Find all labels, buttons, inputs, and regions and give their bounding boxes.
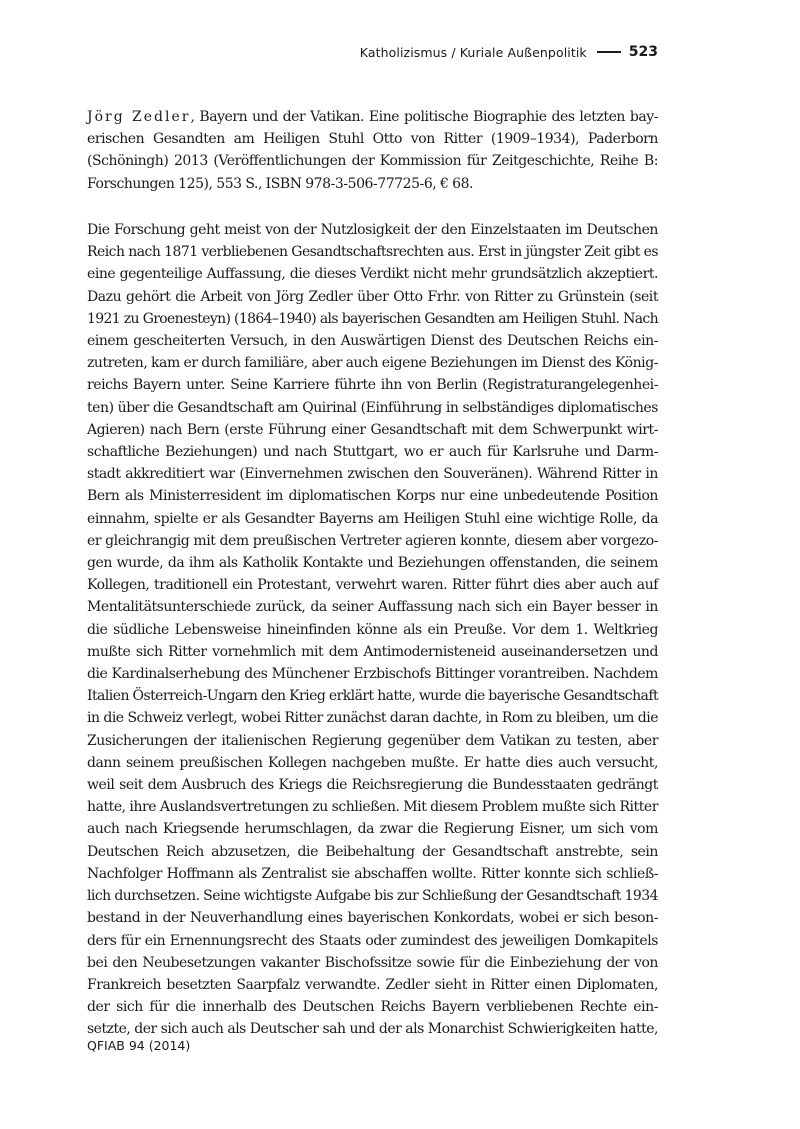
review-line: eine gegenteilige Auffassung, die dieses Verdikt nicht mehr grundsätzlich akzeptiert. — [87, 266, 658, 283]
review-line: gen wurde, da ihm als Katholik Kontakte und Beziehungen offenstanden, die seinem — [87, 555, 658, 572]
review-line: Dazu gehört die Arbeit von Jörg Zedler über Otto Frhr. von Ritter zu Grünstein (seit — [87, 288, 658, 305]
review-line: auch nach Kriegsende herumschlagen, da zwar die Regierung Eisner, um sich vom — [87, 821, 658, 838]
running-head — [360, 44, 658, 60]
citation-author: Jörg Zedler — [87, 109, 191, 125]
citation-line: Forschungen 125), 553 S., ISBN 978-3-506-77725-6, € 68. — [87, 175, 474, 192]
review-line: einnahm, spielte er als Gesandter Bayerns am Heiligen Stuhl eine wichtige Rolle, da — [87, 510, 658, 527]
citation-line-text: , Bayern und der Vatikan. Eine politische Biographie des letzten bay- — [190, 109, 659, 125]
running-head-rule — [597, 51, 621, 54]
review-line: die südliche Lebensweise hineinfinden könne als ein Preuße. Vor dem 1. Weltkrieg — [87, 621, 658, 638]
review-line: bestand in der Neuverhandlung eines bayerischen Konkordats, wobei er sich beson- — [87, 910, 658, 927]
review-line: bei den Neubesetzungen vakanter Bischofssitze sowie für die Einbeziehung der von — [87, 954, 658, 971]
review-line: Agieren) nach Bern (erste Führung einer Gesandtschaft mit dem Schwerpunkt wirt- — [87, 421, 658, 438]
review-line: Italien Österreich-Ungarn den Krieg erklärt hatte, wurde die bayerische Gesandtschaft — [87, 688, 659, 705]
review-text — [87, 219, 658, 1041]
book-citation — [87, 106, 658, 195]
review-line: Frankreich besetzten Saarpfalz verwandte. Zedler sieht in Ritter einen Diplomaten, — [87, 976, 658, 993]
review-line: ders für ein Ernennungsrecht des Staats oder zumindest des jeweiligen Domkapitels — [87, 932, 658, 949]
review-line: Deutschen Reich abzusetzen, die Beibehaltung der Gesandtschaft anstrebte, sein — [87, 843, 658, 860]
citation-line — [87, 106, 658, 128]
review-line: zutreten, kam er durch familiäre, aber auch eigene Beziehungen im Dienst des König- — [87, 355, 658, 372]
review-line: ten) über die Gesandtschaft am Quirinal (Einführung in selbständiges diplomatisches — [87, 399, 658, 416]
review-line: setzte, der sich auch als Deutscher sah und der als Monarchist Schwierigkeiten hatte, — [87, 1021, 658, 1038]
review-line: schaftliche Beziehungen) und nach Stuttgart, wo er auch für Karlsruhe und Darm- — [87, 444, 658, 461]
citation-line: (Schöningh) 2013 (Veröffentlichungen der Kommission für Zeitgeschichte, Reihe B: — [87, 153, 658, 170]
review-line: Die Forschung geht meist von der Nutzlosigkeit der den Einzelstaaten im Deutschen — [87, 222, 658, 238]
review-line: dann seinem preußischen Kollegen nachgeben mußte. Er hatte dies auch versucht, — [87, 754, 658, 771]
review-line: Bern als Ministerresident im diplomatischen Korps nur eine unbedeutende Position — [87, 488, 658, 505]
review-line: der sich für die innerhalb des Deutschen Reichs Bayern verbliebenen Rechte ein- — [87, 999, 658, 1016]
review-line: lich durchsetzen. Seine wichtigste Aufgabe bis zur Schließung der Gesandtschaft 1934 — [87, 888, 658, 905]
review-line: reichs Bayern unter. Seine Karriere führte ihn von Berlin (Registraturangelegenhei- — [87, 377, 658, 394]
citation-line: erischen Gesandten am Heiligen Stuhl Otto von Ritter (1909–1934), Paderborn — [87, 131, 658, 148]
page-number: 523 — [628, 44, 658, 60]
review-line: die Kardinalserhebung des Münchener Erzbischofs Bittinger vorantreiben. Nachdem — [87, 666, 658, 683]
review-line: Kollegen, traditionell ein Protestant, verwehrt waren. Ritter führt dies aber auch auf — [87, 577, 658, 594]
journal-footer: QFIAB 94 (2014) — [87, 1038, 191, 1053]
review-line: einem gescheiterten Versuch, in den Auswärtigen Dienst des Deutschen Reichs ein- — [87, 333, 658, 350]
review-line: er gleichrangig mit dem preußischen Vertreter agieren konnte, diesem aber vorgezo- — [87, 532, 658, 549]
review-line: Mentalitätsunterschiede zurück, da seiner Auffassung nach sich ein Bayer besser in — [87, 599, 658, 616]
review-line: 1921 zu Groenesteyn) (1864–1940) als bayerischen Gesandten am Heiligen Stuhl. Nach — [87, 310, 658, 327]
running-head-section: Katholizismus / Kuriale Außenpolitik — [359, 44, 587, 60]
review-line: weil seit dem Ausbruch des Kriegs die Reichsregierung die Bundesstaaten gedrängt — [87, 777, 658, 794]
review-line: Zusicherungen der italienischen Regierung gegenüber dem Vatikan zu testen, aber — [87, 732, 658, 749]
review-line: hatte, ihre Auslandsvertretungen zu schließen. Mit diesem Problem mußte sich Ritter — [87, 799, 658, 816]
review-line: mußte sich Ritter vornehmlich mit dem Antimodernisteneid auseinandersetzen und — [87, 643, 658, 660]
review-line: stadt akkreditiert war (Einvernehmen zwischen den Souveränen). Während Ritter in — [87, 466, 658, 483]
review-line: in die Schweiz verlegt, wobei Ritter zunächst daran dachte, in Rom zu bleiben, um die — [87, 710, 658, 727]
review-line: Nachfolger Hoffmann als Zentralist sie abschaffen wollte. Ritter konnte sich schließ- — [87, 865, 658, 882]
review-line: Reich nach 1871 verbliebenen Gesandtschaftsrechten aus. Erst in jüngster Zeit gibt es — [87, 244, 658, 261]
